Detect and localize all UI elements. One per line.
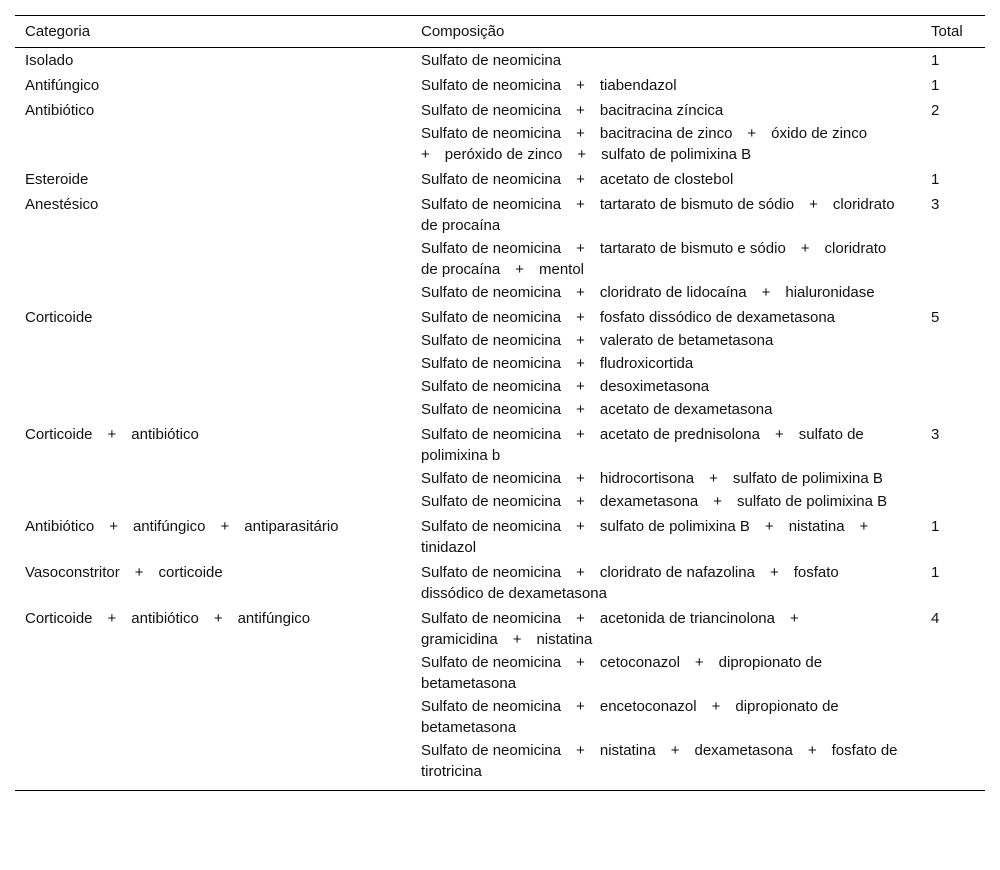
total-cell: 2 (931, 102, 940, 119)
composition-item: Sulfato de neomicina + dexametasona + sulfato de polimixina B (421, 493, 888, 510)
composition-item: Sulfato de neomicina + cetoconazol + dipropionato de betametasona (421, 654, 823, 692)
composition-item: Sulfato de neomicina + bacitracina zíncica (421, 102, 724, 119)
table-row (15, 305, 985, 422)
table-row (15, 167, 985, 192)
table-row (15, 606, 985, 784)
total-cell: 1 (931, 518, 940, 535)
total-cell: 5 (931, 309, 940, 326)
header-total: Total (931, 23, 963, 40)
composition-item: Sulfato de neomicina + nistatina + dexametasona + fosfato de tirotricina (421, 742, 898, 780)
composition-table (15, 15, 985, 791)
composition-cell (411, 75, 921, 98)
table-row (15, 48, 985, 73)
category-cell: Antibiótico (25, 102, 95, 119)
total-cell: 1 (931, 77, 940, 94)
composition-item: Sulfato de neomicina + fludroxicortida (421, 355, 694, 372)
composition-item: Sulfato de neomicina + acetonida de triancinolona + gramicidina + nistatina (421, 610, 814, 648)
category-cell: Corticoide (25, 309, 93, 326)
category-cell: Antifúngico (25, 77, 100, 94)
composition-item: Sulfato de neomicina + valerato de betametasona (421, 332, 774, 349)
category-cell: Isolado (25, 52, 74, 69)
composition-cell (411, 608, 921, 784)
table-row (15, 422, 985, 514)
composition-cell (411, 50, 921, 73)
composition-item: Sulfato de neomicina + cloridrato de lidocaína + hialuronidase (421, 284, 875, 301)
category-cell: Antibiótico + antifúngico + antiparasitário (25, 518, 339, 535)
composition-cell (411, 562, 921, 606)
composition-item: Sulfato de neomicina + fosfato dissódico de dexametasona (421, 309, 836, 326)
total-cell: 1 (931, 52, 940, 69)
composition-item: Sulfato de neomicina + acetato de prednisolona + sulfato de polimixina b (421, 426, 864, 464)
composition-cell (411, 516, 921, 560)
bottom-rule (15, 790, 985, 791)
category-cell: Corticoide + antibiótico (25, 426, 199, 443)
composition-item: Sulfato de neomicina + tiabendazol (421, 77, 677, 94)
header-composicao: Composição (421, 23, 505, 40)
composition-cell (411, 307, 921, 422)
table-row (15, 192, 985, 305)
table-row (15, 73, 985, 98)
composition-item: Sulfato de neomicina + hidrocortisona + sulfato de polimixina B (421, 470, 883, 487)
composition-item: Sulfato de neomicina + acetato de clostebol (421, 171, 734, 188)
composition-item: Sulfato de neomicina + sulfato de polimixina B + nistatina + tinidazol (421, 518, 884, 556)
composition-item: Sulfato de neomicina + tartarato de bismuto e sódio + cloridrato de procaína + mentol (421, 240, 887, 278)
table-body (15, 48, 985, 784)
category-cell: Anestésico (25, 196, 99, 213)
composition-cell (411, 424, 921, 514)
composition-item: Sulfato de neomicina + acetato de dexametasona (421, 401, 773, 418)
total-cell: 3 (931, 426, 940, 443)
table-row (15, 98, 985, 167)
header-row (15, 16, 985, 47)
total-cell: 4 (931, 610, 940, 627)
composition-cell (411, 100, 921, 167)
header-categoria: Categoria (25, 23, 91, 40)
category-cell: Corticoide + antibiótico + antifúngico (25, 610, 311, 627)
total-cell: 1 (931, 171, 940, 188)
table-row (15, 514, 985, 560)
category-cell: Vasoconstritor + corticoide (25, 564, 223, 581)
table-row (15, 560, 985, 606)
total-cell: 3 (931, 196, 940, 213)
composition-cell (411, 194, 921, 305)
composition-cell (411, 169, 921, 192)
total-cell: 1 (931, 564, 940, 581)
category-cell: Esteroide (25, 171, 89, 188)
composition-item: Sulfato de neomicina + encetoconazol + dipropionato de betametasona (421, 698, 839, 736)
composition-item: Sulfato de neomicina (421, 52, 562, 69)
composition-item: Sulfato de neomicina + tartarato de bismuto de sódio + cloridrato de procaína (421, 196, 895, 234)
composition-item: Sulfato de neomicina + bacitracina de zinco + óxido de zinco + peróxido de zinco + sulfato de polimixina B (421, 125, 883, 163)
composition-item: Sulfato de neomicina + desoximetasona (421, 378, 710, 395)
composition-item: Sulfato de neomicina + cloridrato de nafazolina + fosfato dissódico de dexametasona (421, 564, 839, 602)
